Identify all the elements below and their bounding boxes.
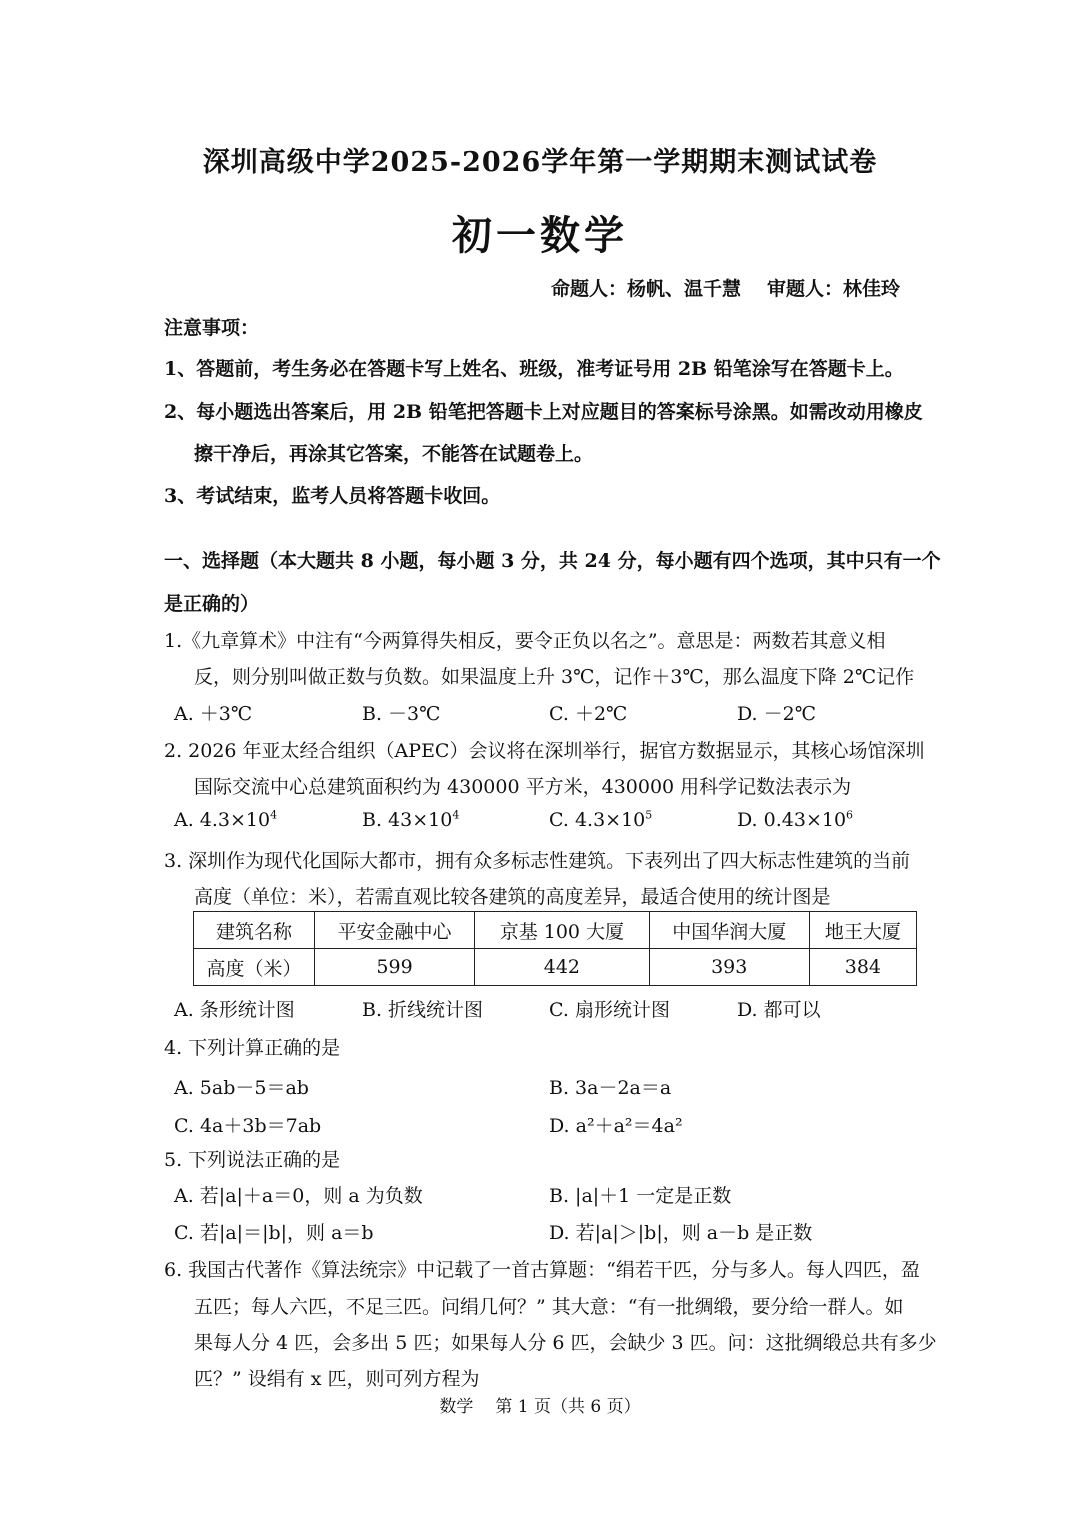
q4-option-d: D. a²＋a²＝4a² [549,1115,683,1137]
q2-option-a-exp: 4 [270,808,278,822]
notice-heading: 注意事项： [164,317,260,339]
authors-line [551,274,900,301]
q2-option-d-exp: 6 [846,808,854,822]
question-6-cont-3: 匹？” 设绢有 x 匹，则可列方程为 [194,1368,480,1390]
q2-option-c [549,809,652,831]
q5-option-a: A. 若|a|＋a＝0，则 a 为负数 [174,1185,423,1207]
author-label: 命题人：杨帆、温千慧 [550,278,741,300]
q2-option-c-base: C. 4.3×10 [549,809,646,831]
q1-option-b: B. －3℃ [362,703,441,725]
q3-option-a: A. 条形统计图 [174,999,295,1021]
page-footer [0,1392,1080,1417]
notice-item-2: 2、每小题选出答案后，用 2B 铅笔把答题卡上对应题目的答案标号涂黑。如需改动用橡皮 [164,401,923,423]
reviewer-label: 审题人：林佳玲 [766,278,900,300]
q1-option-a: A. ＋3℃ [174,703,253,725]
question-5: 5. 下列说法正确的是 [164,1149,341,1171]
q2-option-a-base: A. 4.3×10 [174,809,271,831]
table-header-row [194,912,917,949]
q2-option-d [737,809,853,831]
table-cell: 393 [649,949,809,986]
exam-title: 深圳高级中学2025-2026学年第一学期期末测试试卷 [202,147,878,178]
q2-option-d-base: D. 0.43×10 [737,809,847,831]
q5-option-b: B. |a|＋1 一定是正数 [549,1185,732,1207]
q3-option-c: C. 扇形统计图 [549,999,670,1021]
table-cell: 平安金融中心 [315,912,475,949]
question-3-cont: 高度（单位：米），若需直观比较各建筑的高度差异，最适合使用的统计图是 [194,886,831,908]
table-cell: 中国华润大厦 [649,912,809,949]
table-cell: 建筑名称 [194,912,315,949]
table-cell: 高度（米） [194,949,315,986]
table-cell: 京基 100 大厦 [475,912,650,949]
q4-option-c: C. 4a＋3b＝7ab [174,1115,322,1137]
section-1-heading-cont: 是正确的） [164,593,260,615]
q2-option-c-exp: 5 [645,808,653,822]
question-4: 4. 下列计算正确的是 [164,1037,341,1059]
q3-option-b: B. 折线统计图 [362,999,484,1021]
table-cell: 384 [809,949,916,986]
question-6-cont-2: 果每人分 4 匹，会多出 5 匹；如果每人分 6 匹，会缺少 3 匹。问：这批绸缎总共有多少 [194,1332,937,1354]
subject-title: 初一数学 [452,212,628,259]
notice-item-1: 1、答题前，考生务必在答题卡写上姓名、班级，准考证号用 2B 铅笔涂写在答题卡上。 [164,358,904,380]
table-cell: 599 [315,949,475,986]
q2-option-b [362,809,459,831]
building-height-table [193,911,917,986]
q4-option-a: A. 5ab－5＝ab [174,1077,309,1099]
table-cell: 地王大厦 [809,912,916,949]
table-row [194,949,917,986]
notice-item-3: 3、考试结束，监考人员将答题卡收回。 [164,485,501,507]
footer-subject: 数学 [439,1397,474,1417]
question-3: 3. 深圳作为现代化国际大都市，拥有众多标志性建筑。下表列出了四大标志性建筑的当前 [164,850,911,872]
q4-option-b: B. 3a－2a＝a [549,1077,672,1099]
footer-page-number: 第 1 页（共 6 页） [495,1397,641,1417]
table-cell: 442 [475,949,650,986]
question-1: 1.《九章算术》中注有“今两算得失相反，要令正负以名之”。意思是：两数若其意义相 [164,630,886,652]
question-2: 2. 2026 年亚太经合组织（APEC）会议将在深圳举行，据官方数据显示，其核心场馆深圳 [164,740,925,762]
question-6-cont-1: 五匹；每人六匹，不足三匹。问绢几何？” 其大意：“有一批绸缎，要分给一群人。如 [194,1296,904,1318]
q2-option-b-base: B. 43×10 [362,809,453,831]
section-1-heading: 一、选择题（本大题共 8 小题，每小题 3 分，共 24 分，每小题有四个选项，其中只有一个 [164,550,941,572]
question-2-cont: 国际交流中心总建筑面积约为 430000 平方米，430000 用科学记数法表示为 [194,776,852,798]
q2-option-b-exp: 4 [452,808,460,822]
q5-option-d: D. 若|a|＞|b|，则 a－b 是正数 [549,1222,813,1244]
q3-option-d: D. 都可以 [737,999,821,1021]
q1-option-c: C. ＋2℃ [549,703,628,725]
q5-option-c: C. 若|a|＝|b|，则 a＝b [174,1222,374,1244]
question-1-cont: 反，则分别叫做正数与负数。如果温度上升 3℃，记作＋3℃，那么温度下降 2℃记作 [194,666,915,688]
question-6: 6. 我国古代著作《算法统宗》中记载了一首古算题：“绢若干匹，分与多人。每人四匹，盈 [164,1259,920,1281]
q1-option-d: D. －2℃ [737,703,816,725]
q2-option-a [174,809,277,831]
notice-item-2-cont: 擦干净后，再涂其它答案，不能答在试题卷上。 [194,443,594,465]
